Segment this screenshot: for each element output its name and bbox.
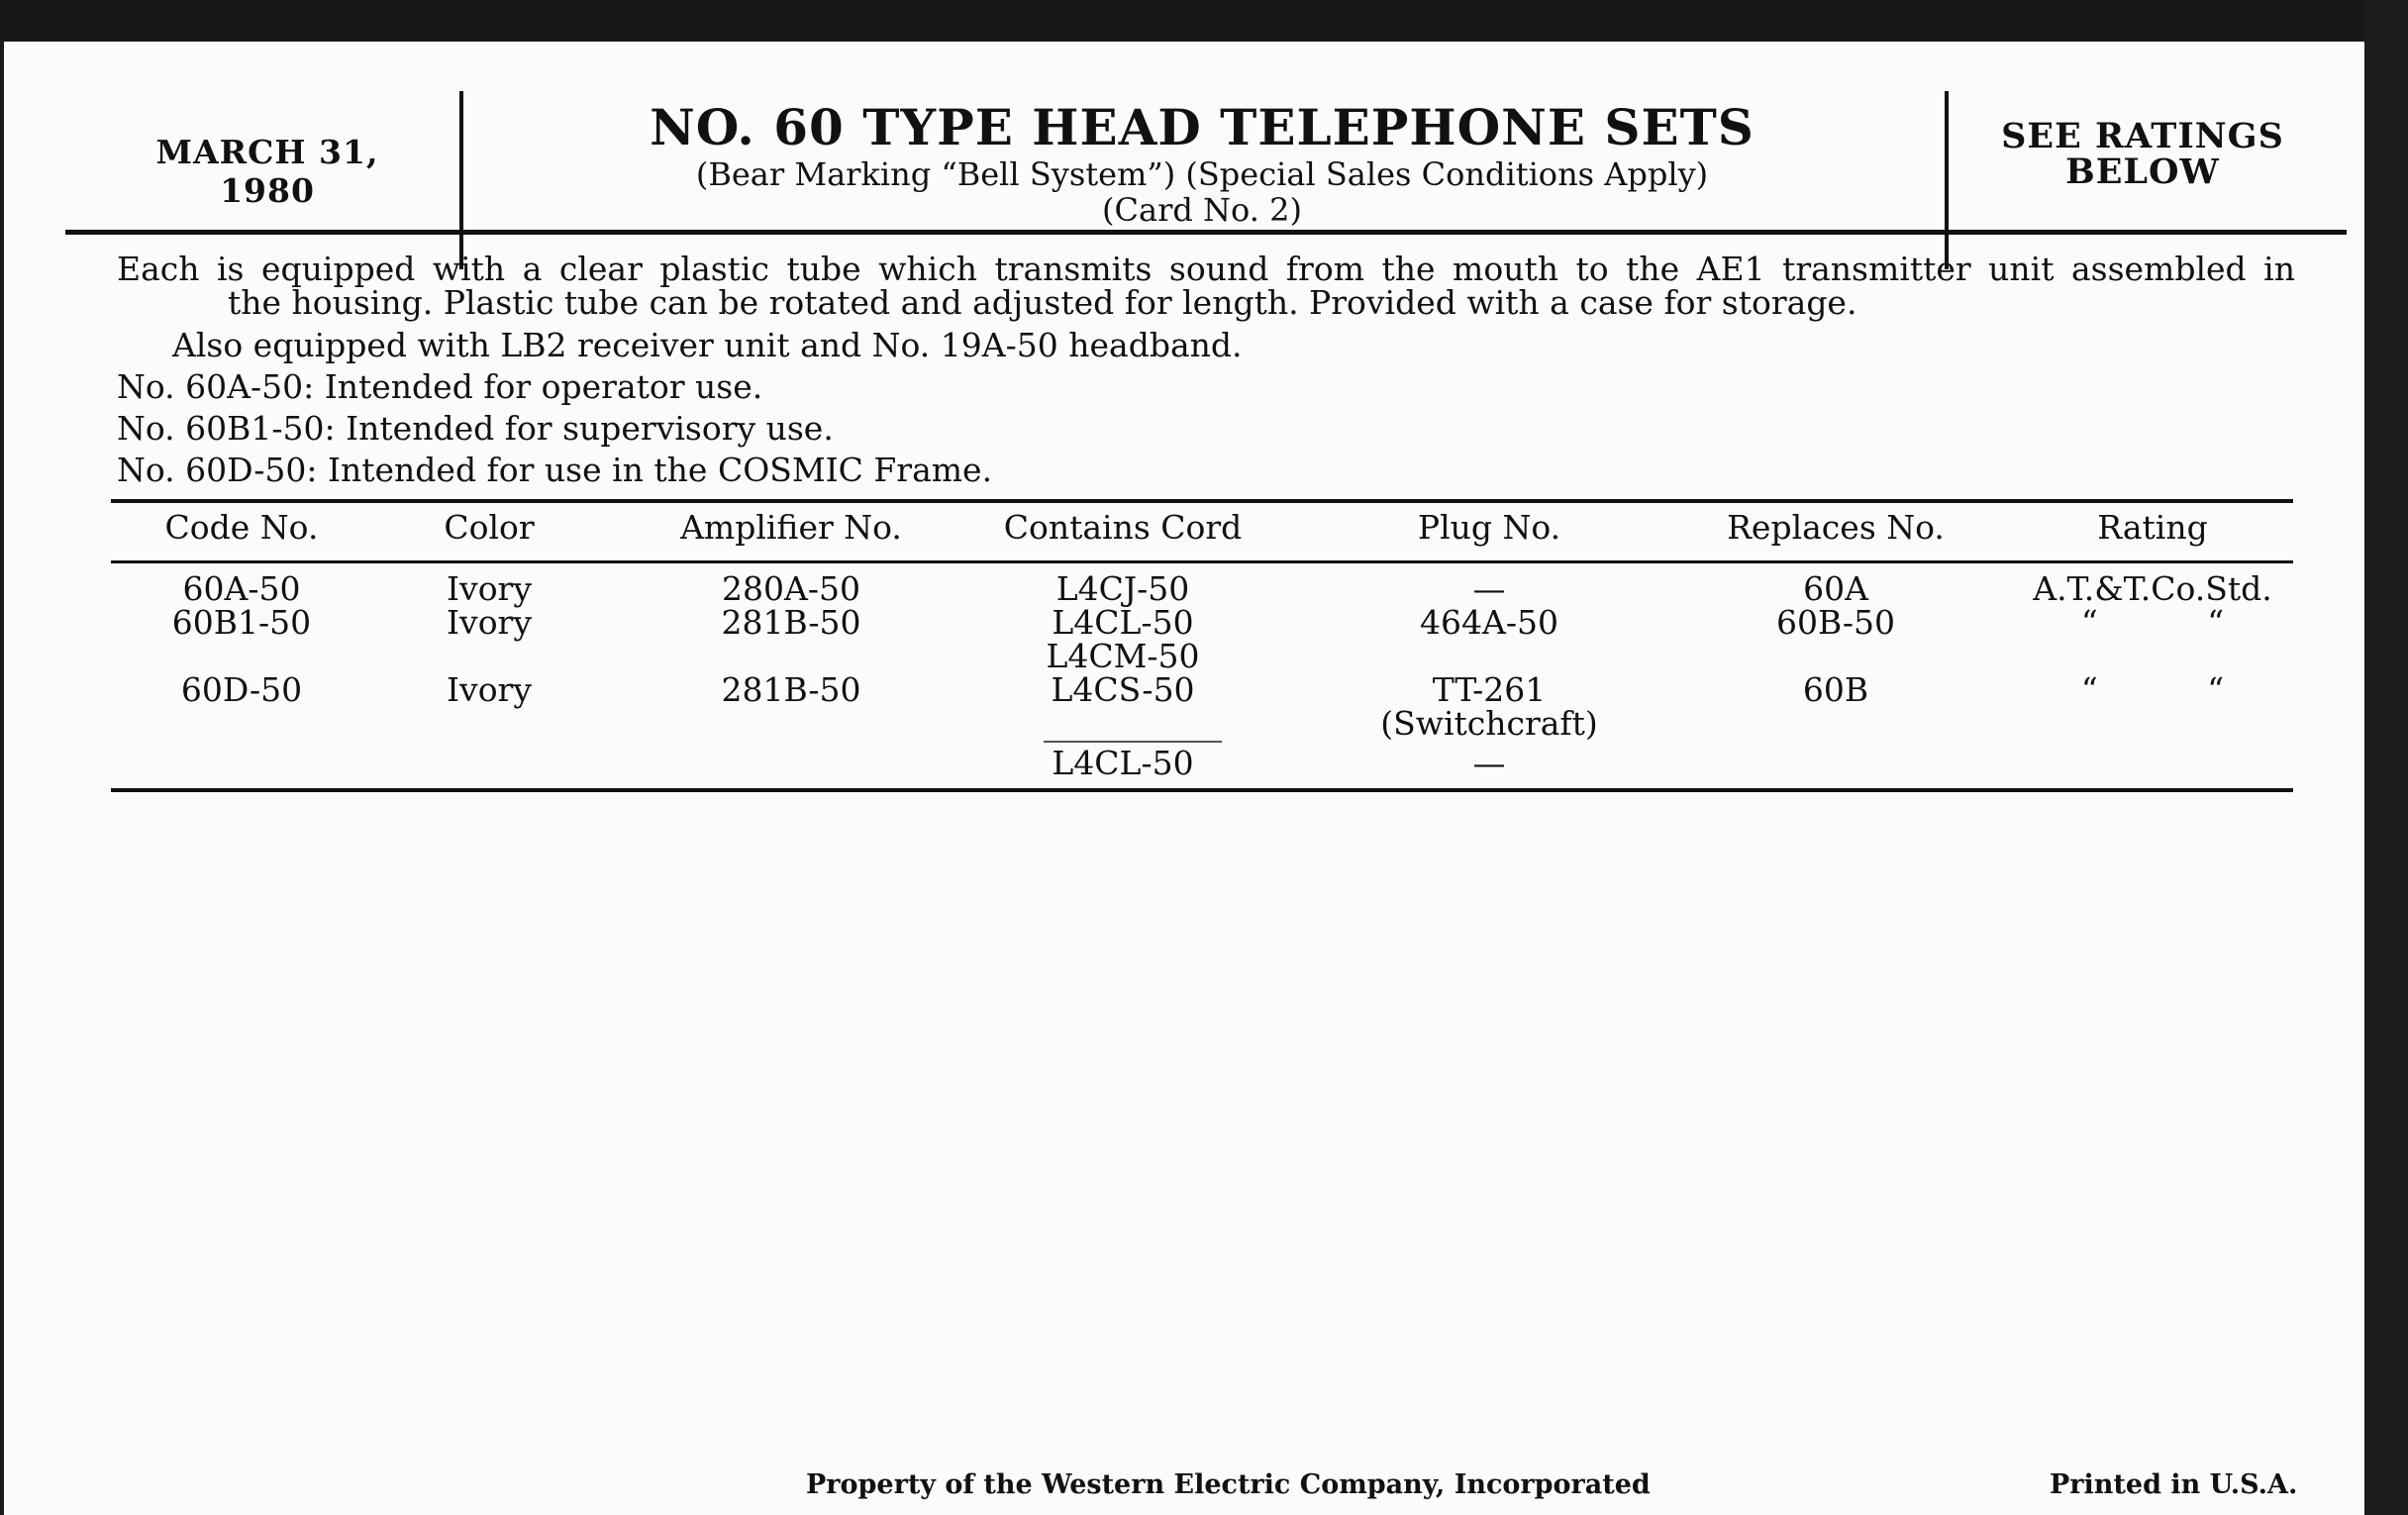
table-cell-cord: L4CL-50	[1052, 603, 1194, 642]
table-cell-code: 60D-50	[180, 670, 303, 709]
table-top-rule	[111, 499, 2293, 503]
header-rule	[65, 230, 2347, 235]
table-cell-rating: “ “	[2080, 670, 2225, 709]
table-cell-plug: TT-261	[1432, 670, 1547, 709]
table-cell-amplifier: 281B-50	[721, 603, 861, 642]
card-date: MARCH 31, 1980	[155, 133, 379, 210]
scan-border-top	[0, 0, 2408, 42]
table-cell-code: 60A-50	[182, 569, 301, 608]
ratings-note	[1964, 116, 2321, 192]
table-cell-replaces: 60B-50	[1776, 603, 1895, 642]
table-cell-rating: “ “	[2080, 603, 2225, 642]
page-title: NO. 60 TYPE HEAD TELEPHONE SETS	[650, 98, 1755, 156]
table-cell-plug: 464A-50	[1420, 603, 1558, 642]
table-cell-cord: L4CJ-50	[1055, 569, 1190, 608]
description-60a: No. 60A-50: Intended for operator use.	[117, 367, 763, 406]
column-header-plug: Plug No.	[1417, 508, 1561, 547]
table-cell-cord-secondary: L4CM-50	[1046, 637, 1200, 675]
column-header-code: Code No.	[164, 508, 319, 547]
table-cell-color: Ivory	[447, 603, 532, 642]
footer-property: Property of the Western Electric Company, Incorporated	[806, 1469, 1651, 1500]
description-line-2: Also equipped with LB2 receiver unit and No. 19A-50 headband.	[172, 326, 1243, 364]
scan-border-right	[2364, 0, 2408, 1515]
table-cell-color: Ivory	[447, 670, 532, 709]
table-header-rule	[111, 560, 2293, 563]
column-header-color: Color	[444, 508, 535, 547]
ratings-note-line2: BELOW	[2065, 152, 2220, 192]
table-cell-replaces: 60B	[1802, 670, 1869, 709]
description-line-1: Each is equipped with a clear plastic tube which transmits sound from the mouth to the AE1 transmitter unit assembled in	[117, 250, 2295, 288]
column-header-replaces: Replaces No.	[1727, 508, 1945, 547]
table-cell-cord: L4CS-50	[1051, 670, 1195, 709]
table-cell-color: Ivory	[447, 569, 532, 608]
table-cell-plug: —	[1472, 569, 1506, 608]
page-subtitle: (Bear Marking “Bell System”) (Special Sales Conditions Apply)	[695, 155, 1709, 193]
label-strip-edge	[1044, 741, 1222, 743]
table-cell-rating: A.T.&T.Co.Std.	[2033, 569, 2272, 608]
table-cell-code: 60B1-50	[171, 603, 312, 642]
table-bottom-rule	[111, 788, 2293, 792]
column-header-rating: Rating	[2097, 508, 2208, 547]
description-line-1-cont: the housing. Plastic tube can be rotated and adjusted for length. Provided with a case for storage.	[228, 283, 1857, 322]
column-header-cord: Contains Cord	[1003, 508, 1243, 547]
description-60b1: No. 60B1-50: Intended for supervisory use.	[117, 409, 834, 448]
ratings-note-line1: SEE RATINGS	[2001, 116, 2284, 156]
description-60d: No. 60D-50: Intended for use in the COSMIC Frame.	[117, 451, 993, 489]
table-cell-amplifier: 281B-50	[721, 670, 861, 709]
header-divider-right	[1945, 91, 1949, 269]
table-cell-cord: L4CL-50	[1052, 744, 1194, 782]
table-cell-plug-secondary: (Switchcraft)	[1380, 704, 1598, 743]
footer-printed: Printed in U.S.A.	[2050, 1469, 2298, 1500]
catalog-card	[4, 42, 2364, 1515]
table-cell-replaces: 60A	[1803, 569, 1868, 608]
header-title-block	[459, 99, 1945, 228]
column-header-amplifier: Amplifier No.	[680, 508, 902, 547]
table-cell-amplifier: 280A-50	[722, 569, 860, 608]
table-cell-plug: —	[1472, 744, 1506, 782]
card-number: (Card No. 2)	[1102, 191, 1302, 229]
